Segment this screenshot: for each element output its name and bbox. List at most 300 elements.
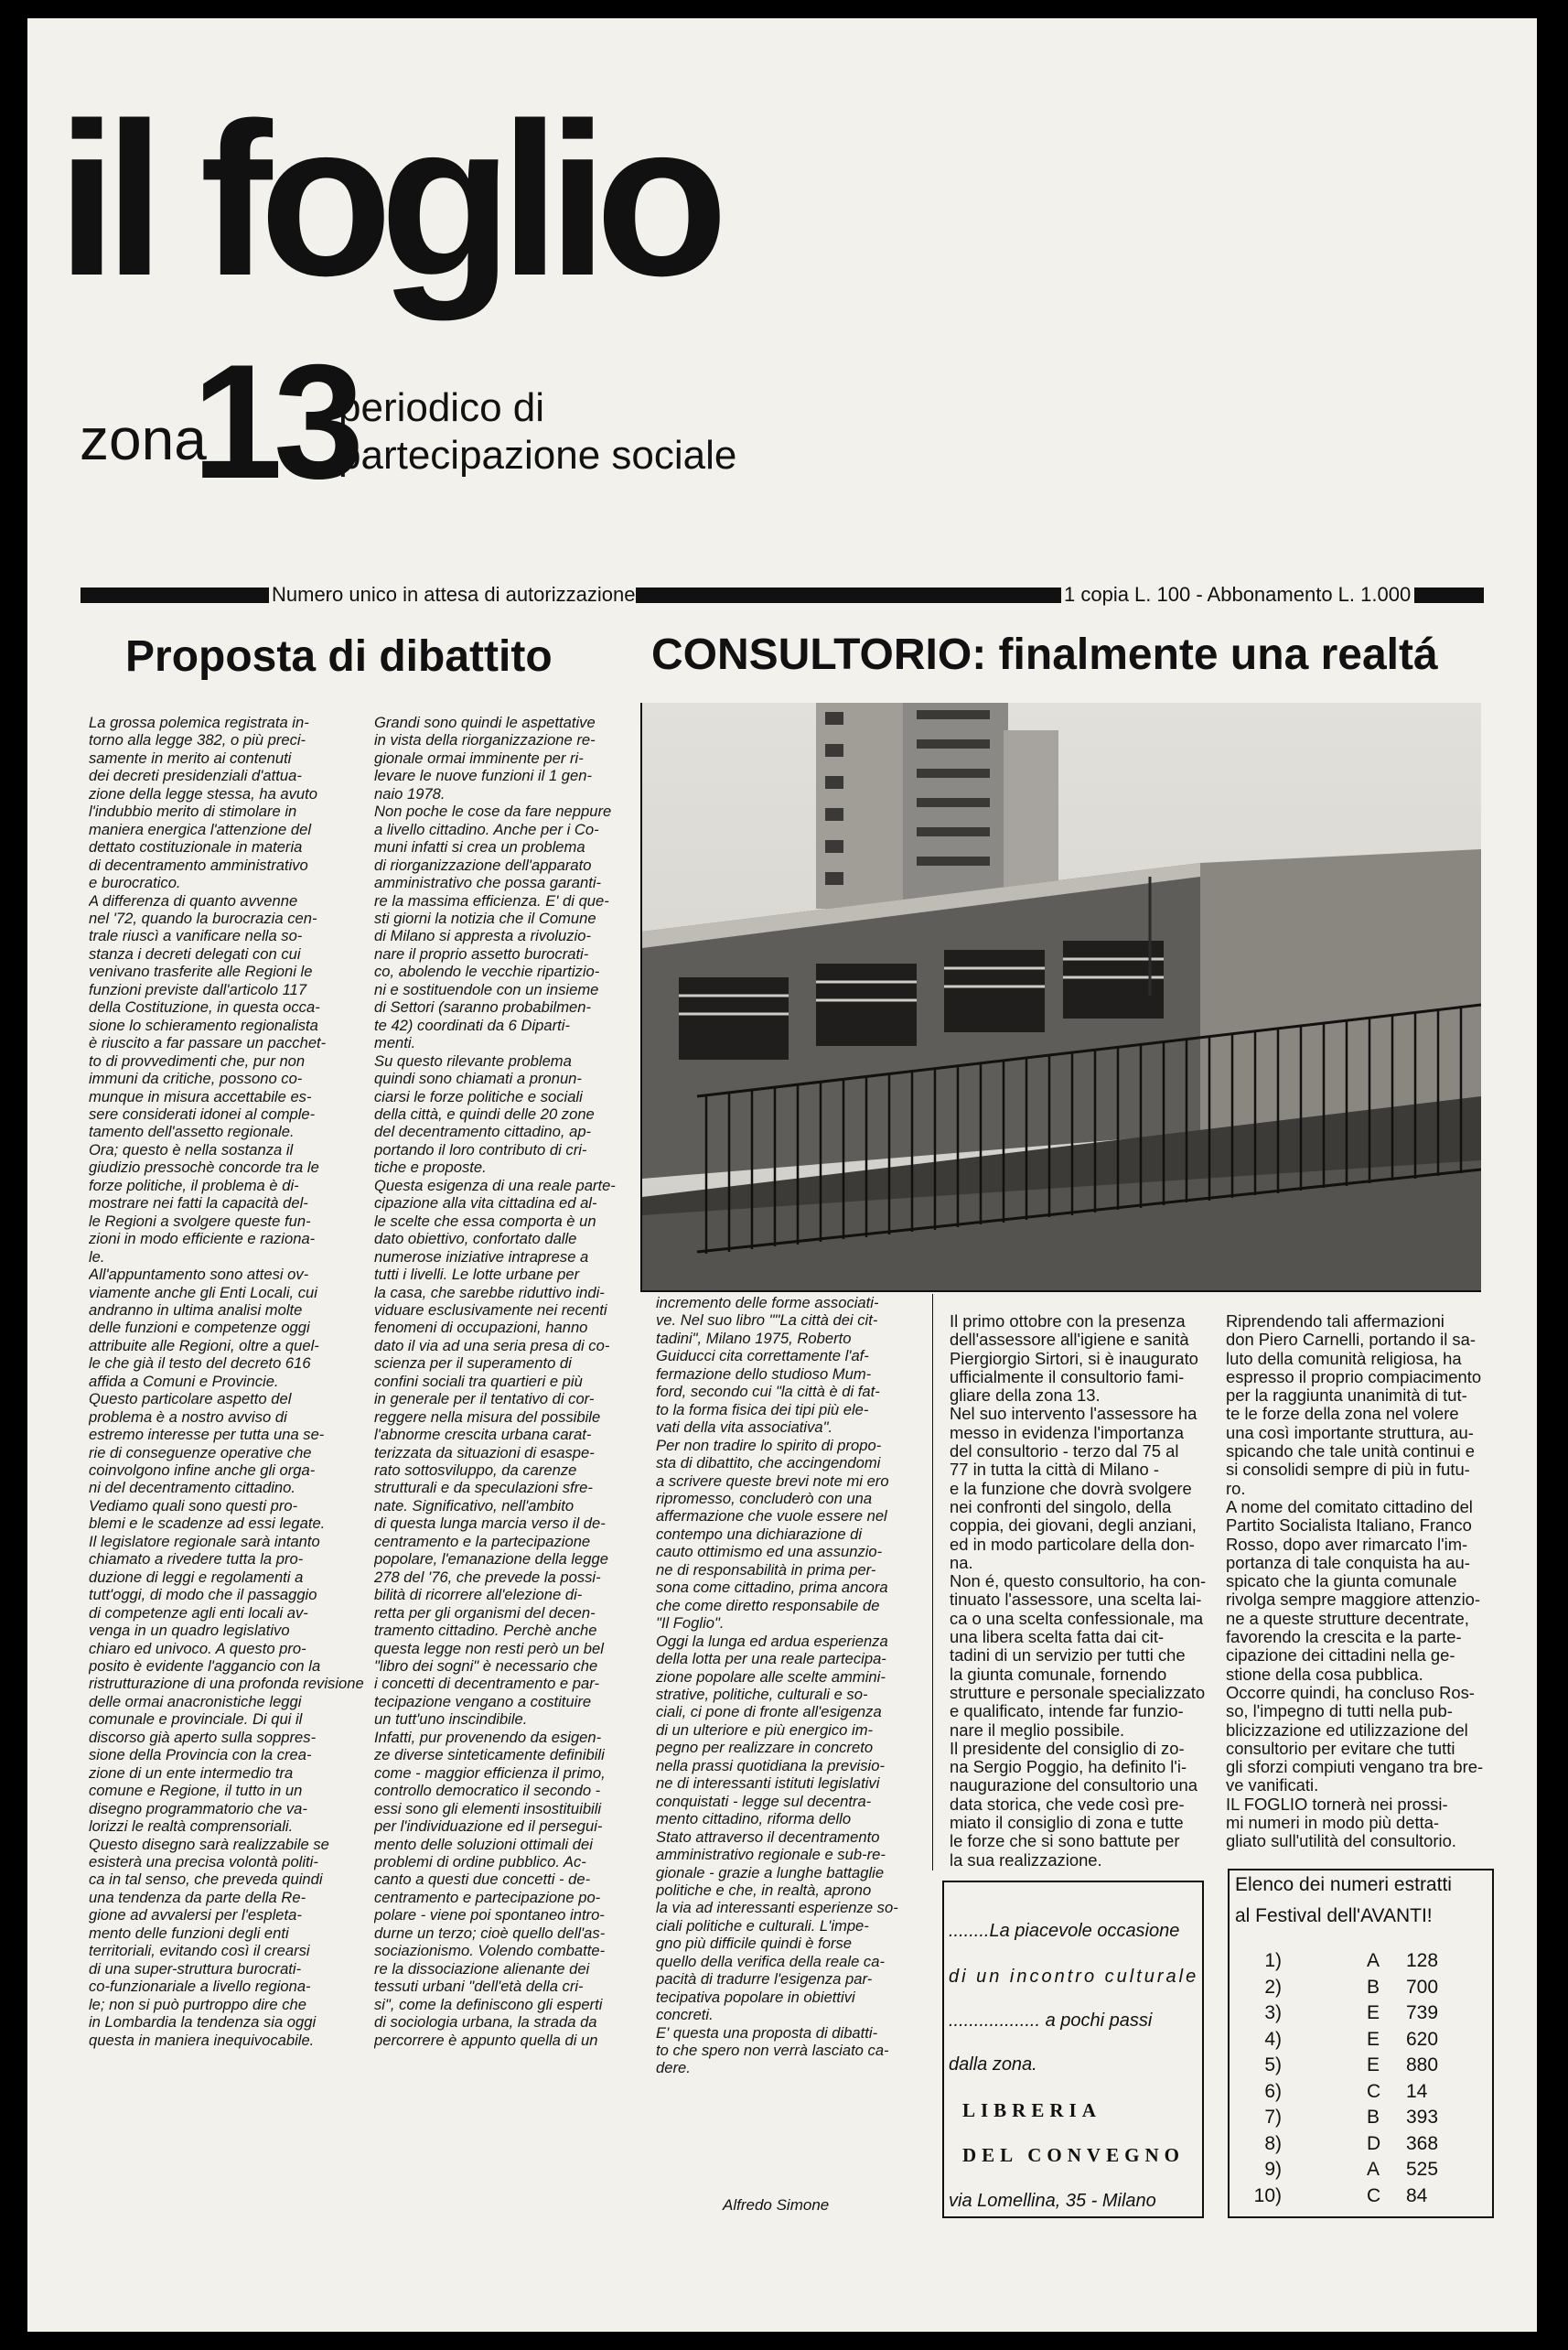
consultorio-column-2-line: una così importante struttura, au- [1226, 1422, 1474, 1442]
proposta-column-3-line: ne di interessanti istituti legislativi [656, 1774, 880, 1793]
proposta-column-1-line: venga in un quadro legislativo [89, 1622, 290, 1640]
masthead-subtitle-line1: periodico di [338, 385, 545, 430]
rule-text-right: 1 copia L. 100 - Abbonamento L. 1.000 [1064, 583, 1412, 606]
proposta-column-2-line: terizzata da situazioni di esaspe- [374, 1443, 595, 1461]
consultorio-column-1-line: Non é, questo consultorio, ha con- [950, 1571, 1207, 1591]
proposta-column-3 [656, 1294, 930, 2191]
consultorio-column-2-line: A nome del comitato cittadino del [1226, 1496, 1473, 1516]
consultorio-column-1-line: messo in evidenza l'importanza [950, 1422, 1184, 1442]
proposta-column-3-line: concreti. [656, 2006, 714, 2024]
consultorio-column-2-line: IL FOGLIO tornerà nei prossi- [1226, 1794, 1448, 1814]
lottery-title-line2: al Festival dell'AVANTI! [1235, 1905, 1433, 1926]
proposta-column-2 [374, 714, 649, 2215]
proposta-column-1-line: torno alla legge 382, o più preci- [89, 731, 306, 749]
proposta-column-1-line: tamento dell'assetto regionale. [89, 1123, 295, 1141]
consultorio-column-1-line: tinuato l'assessore, una scelta lai- [950, 1590, 1202, 1610]
lottery-row-number: 10) [1253, 2184, 1282, 2206]
proposta-column-1-line: le. [89, 1247, 105, 1266]
lottery-row [1230, 2002, 1492, 2027]
proposta-column-2-line: durne un terzo; cioè quello dell'as- [374, 1924, 606, 1942]
proposta-column-1-line: le; non si può purtroppo dire che [89, 1995, 307, 2013]
consultorio-column-2-line: spicando che tale unità continui e [1226, 1441, 1475, 1461]
consultorio-column-1-line: ufficialmente il consultorio fami- [950, 1366, 1185, 1386]
proposta-column-2-line: questa legge non resti però un bel [374, 1639, 604, 1657]
consultorio-column-2-line: te le forze della zona nel volere [1226, 1404, 1459, 1424]
proposta-column-1-line: co-funzionariale a livello regiona- [89, 1978, 311, 1996]
proposta-column-1-line: affida a Comuni e Provincie. [89, 1372, 279, 1390]
proposta-column-2-line: sti giorni la notizia che il Comune [374, 909, 596, 927]
proposta-column-1-line: delle ormai anacronistiche leggi [89, 1692, 302, 1710]
lottery-row-letter: C [1367, 2080, 1381, 2102]
proposta-column-2-line: re la massima efficienza. E' di que- [374, 891, 609, 910]
proposta-column-2-line: levare le nuove funzioni il 1 gen- [374, 767, 592, 785]
proposta-column-2-line: sociazionismo. Volendo combatte- [374, 1942, 606, 1960]
proposta-column-1-line: coinvolgono infine anche gli orga- [89, 1461, 316, 1480]
lottery-row-value: 880 [1406, 2054, 1439, 2075]
proposta-column-2-line: di sociologia urbana, la strada da [374, 2013, 597, 2032]
proposta-column-3-line: incremento delle forme associati- [656, 1294, 879, 1311]
consultorio-column-2-line: si consolidi sempre di più in futu- [1226, 1460, 1470, 1480]
proposta-column-1-line: rie di conseguenze operative che [89, 1443, 312, 1461]
libreria-address: via Lomellina, 35 - Milano [949, 2191, 1156, 2211]
proposta-column-3-line: conquistati - legge sul decentra- [656, 1792, 872, 1810]
lottery-row-value: 700 [1406, 1976, 1439, 1998]
proposta-column-2-line: essi sono gli elementi insostituibili [374, 1799, 602, 1817]
proposta-column-2-line: tecipazione vengano a costituire [374, 1692, 592, 1710]
lottery-title-line1: Elenco dei numeri estratti [1235, 1874, 1452, 1895]
lottery-row-value: 620 [1406, 2028, 1439, 2050]
proposta-column-2-line: nate. Significativo, nell'ambito [374, 1496, 575, 1515]
proposta-column-3-line: contempo una dichiarazione di [656, 1525, 863, 1543]
consultorio-column-rule [932, 1294, 933, 1870]
proposta-column-2-line: Grandi sono quindi le aspettative [374, 714, 596, 731]
headline-proposta: Proposta di dibattito [125, 632, 553, 681]
consultorio-column-2-line: per la raggiunta unanimità di tut- [1226, 1385, 1467, 1406]
proposta-column-3-line: pacità di tradurre l'esigenza par- [656, 1970, 873, 1989]
proposta-column-2-line: reggere nella misura del possibile [374, 1407, 601, 1426]
consultorio-column-2-line: don Piero Carnelli, portando il sa- [1226, 1330, 1476, 1350]
proposta-column-2-line: centramento e la partecipazione [374, 1532, 591, 1550]
proposta-column-1-line: Ora; questo è nella sostanza il [89, 1140, 294, 1159]
proposta-column-3-line: to la forma fisica dei tipi più ele- [656, 1400, 869, 1418]
proposta-column-3-line: ve. Nel suo libro ""La città dei cit- [656, 1311, 878, 1330]
proposta-column-3-line: strative, politiche, culturali e so- [656, 1685, 868, 1703]
proposta-column-2-line: a livello cittadino. Anche per i Co- [374, 820, 599, 838]
proposta-column-1-line: funzioni previste dall'articolo 117 [89, 980, 307, 998]
consultorio-column-2-line: blicizzazione ed utilizzazione del [1226, 1719, 1468, 1740]
proposta-column-2-line: i concetti di decentramento e par- [374, 1675, 599, 1693]
lottery-row [1230, 2159, 1492, 2183]
lottery-row-number: 5) [1264, 2054, 1282, 2075]
proposta-column-2-line: quindi sono chiamati a pronun- [374, 1070, 582, 1088]
proposta-column-3-line: Oggi la lunga ed ardua esperienza [656, 1632, 888, 1650]
lottery-row-number: 2) [1264, 1976, 1282, 1998]
proposta-column-1-line: viamente anche gli Enti Locali, cui [89, 1283, 317, 1301]
consultorio-column-2-line: ro. [1226, 1478, 1246, 1498]
proposta-column-1-line: venivano trasferite alle Regioni le [89, 963, 313, 981]
proposta-column-1-line: zioni in modo efficiente e raziona- [89, 1230, 316, 1248]
proposta-column-1-line: attribuite alle Regioni, oltre a quel- [89, 1336, 319, 1354]
proposta-column-2-line: ni e sostituendole con un insieme [374, 980, 599, 998]
proposta-column-2-line: te 42) coordinati da 6 Diparti- [374, 1016, 570, 1034]
proposta-column-3-line: pegno per realizzare in concreto [656, 1739, 874, 1757]
proposta-column-1-line: chiamato a rivedere tutta la pro- [89, 1550, 304, 1568]
proposta-column-1-line: giudizio pressochè concorde tra le [89, 1159, 319, 1177]
consultorio-column-1-line: e la funzione che dovrà svolgere [950, 1478, 1192, 1498]
proposta-column-1-line: l'indubbio merito di stimolare in [89, 803, 297, 821]
libreria-ad-line1: ........La piacevole occasione [949, 1921, 1180, 1941]
proposta-column-3-line: tecipativa popolare in obiettivi [656, 1988, 855, 2006]
rule-bar-left [81, 588, 269, 603]
building-image [642, 703, 1481, 1290]
consultorio-column-1-line: le forze che si sono battute per [950, 1831, 1180, 1851]
lottery-row-number: 4) [1264, 2028, 1282, 2050]
rule-bar-middle [636, 588, 1061, 603]
proposta-column-1-line: ca in tal senso, che preveda quindi [89, 1870, 323, 1889]
proposta-column-2-line: ciarsi le forze politiche e sociali [374, 1087, 583, 1105]
proposta-column-1-line: immuni da critiche, possono co- [89, 1070, 303, 1088]
proposta-column-3-line: gionale - grazie a lunghe battaglie [656, 1863, 885, 1881]
proposta-column-1-line: disegno programmatorio che va- [89, 1799, 307, 1817]
lottery-row-number: 7) [1264, 2107, 1282, 2128]
consultorio-column-1-line: nare il meglio possibile. [950, 1719, 1125, 1740]
proposta-column-2-line: del decentramento cittadino, ap- [374, 1123, 592, 1141]
consultorio-column-1-line: gliare della zona 13. [950, 1385, 1101, 1406]
proposta-column-3-line: dere. [656, 2059, 691, 2077]
proposta-column-1-line: di una super-struttura burocrati- [89, 1959, 302, 1978]
proposta-column-1-line: una tendenza da parte della Re- [89, 1888, 306, 1906]
proposta-column-3-line: ford, secondo cui "la città è di fat- [656, 1383, 880, 1401]
lottery-row [1230, 2133, 1492, 2158]
consultorio-column-2-line: ne a queste strutture decentrate, [1226, 1608, 1469, 1628]
proposta-column-2-line: amministrativo che possa garanti- [374, 874, 602, 892]
proposta-column-1-line: problema è a nostro avviso di [89, 1407, 287, 1426]
lottery-row-value: 368 [1406, 2132, 1439, 2154]
proposta-column-3-line: la via ad interessanti esperienze so- [656, 1899, 898, 1917]
consultorio-column-2-line: consultorio per evitare che tutti [1226, 1738, 1455, 1758]
lottery-row [1230, 2029, 1492, 2054]
proposta-column-1-line: sere considerati idonei al comple- [89, 1105, 316, 1123]
libreria-ad-line4: dalla zona. [949, 2054, 1037, 2075]
lottery-row [1230, 1950, 1492, 1975]
lottery-row-letter: E [1367, 2028, 1380, 2050]
proposta-column-1-line: dei decreti presidenziali d'attua- [89, 767, 302, 785]
proposta-column-3-line: tadini", Milano 1975, Roberto [656, 1329, 852, 1347]
proposta-column-1-line: mento delle funzioni degli enti [89, 1924, 289, 1942]
lottery-row [1230, 2081, 1492, 2106]
proposta-column-2-line: scienza per il superamento di [374, 1354, 572, 1373]
proposta-column-3-line: nella prassi quotidiana la previsio- [656, 1756, 885, 1774]
consultorio-column-2-line: cipazione dei cittadini nella ge- [1226, 1645, 1455, 1665]
proposta-column-2-line: le scelte che essa comporta è un [374, 1212, 596, 1230]
proposta-column-2-line: la casa, che sarebbe riduttivo indi- [374, 1283, 605, 1301]
proposta-column-1-line: di competenze agli enti locali av- [89, 1603, 308, 1622]
proposta-column-2-line: strutturali e da speculazioni sfre- [374, 1479, 593, 1497]
proposta-column-2-line: retta per gli organismi del decen- [374, 1603, 596, 1622]
proposta-column-2-line: co, abolendo le vecchie ripartizio- [374, 963, 600, 981]
lottery-row-letter: D [1367, 2132, 1381, 2154]
proposta-column-2-line: come - maggior efficienza il primo, [374, 1763, 606, 1782]
proposta-column-3-line: vati della vita associativa". [656, 1418, 833, 1437]
proposta-column-1-line: blemi e le scadenze ad essi legate. [89, 1515, 326, 1533]
proposta-column-3-line: gno più difficile quindi è forse [656, 1935, 853, 1953]
proposta-column-2-line: confini sociali tra quartieri e più [374, 1372, 583, 1390]
proposta-column-1-line: sione lo schieramento regionalista [89, 1016, 318, 1034]
consultorio-column-1-line: strutture e personale specializzato [950, 1682, 1206, 1702]
consultorio-column-2-line: Occorre quindi, ha concluso Ros- [1226, 1682, 1475, 1702]
libreria-ad-line2: di un incontro culturale [949, 1967, 1199, 1987]
proposta-column-3-line: mento cittadino, riforma dello [656, 1810, 852, 1828]
proposta-column-2-line: naio 1978. [374, 784, 446, 803]
proposta-column-1-line: All'appuntamento sono attesi ov- [89, 1266, 309, 1284]
proposta-column-3-line: Per non tradire lo spirito di propo- [656, 1436, 882, 1454]
proposta-column-2-line: della città, e quindi delle 20 zone [374, 1105, 595, 1123]
proposta-column-3-line: "Il Foglio". [656, 1614, 725, 1633]
proposta-column-2-line: viduare esclusivamente nei recenti [374, 1300, 607, 1319]
proposta-column-1-line: munque in misura accettabile es- [89, 1087, 312, 1105]
proposta-column-3-line: quello della verifica della reale ca- [656, 1952, 885, 1970]
proposta-column-1-line: dettato costituzionale in materia [89, 838, 303, 857]
proposta-column-2-line: tiche e proposte. [374, 1159, 487, 1177]
consultorio-column-2-line: luto della comunità religiosa, ha [1226, 1348, 1462, 1368]
proposta-column-2-line: muni infatti si crea un problema [374, 838, 585, 857]
consultorio-column-1-line: ca o una scelta confessionale, ma [950, 1608, 1204, 1628]
proposta-column-2-line: tutti i livelli. Le lotte urbane per [374, 1266, 580, 1284]
consultorio-column-1-line: na Sergio Poggio, ha definito l'i- [950, 1757, 1187, 1777]
consultorio-photo [640, 703, 1481, 1290]
proposta-column-1-line: Questo particolare aspetto del [89, 1390, 292, 1408]
proposta-column-2-line: cipazione alla vita cittadina ed al- [374, 1194, 597, 1213]
proposta-column-3-line: a scrivere queste brevi note mi ero [656, 1471, 889, 1490]
proposta-column-2-line: si", come la definiscono gli esperti [374, 1995, 603, 2013]
consultorio-column-1-line: naugurazione del consultorio una [950, 1775, 1197, 1795]
lottery-row [1230, 1977, 1492, 2001]
proposta-column-1-line: andranno in ultima analisi molte [89, 1300, 303, 1319]
lottery-row-number: 6) [1264, 2080, 1282, 2102]
consultorio-column-2-line: Riprendendo tali affermazioni [1226, 1312, 1444, 1331]
proposta-column-2-line: "libro dei sogni" è necessario che [374, 1657, 598, 1676]
proposta-column-3-line: sta di dibattito, che accingendomi [656, 1454, 881, 1472]
consultorio-column-2-line: espresso il proprio compiacimento [1226, 1366, 1482, 1386]
proposta-column-2-line: nare il proprio assetto burocrati- [374, 944, 589, 963]
proposta-column-3-line: ciali, ci pone di fronte all'esigenza [656, 1703, 882, 1721]
lottery-row-number: 9) [1264, 2159, 1282, 2180]
consultorio-column-2-line: rivolga sempre maggiore attenzio- [1226, 1590, 1481, 1610]
consultorio-column-1-line: data storica, che vede così pre- [950, 1794, 1185, 1814]
consultorio-column-2 [1226, 1312, 1500, 1861]
proposta-column-1-line: A differenza di quanto avvenne [89, 891, 298, 910]
consultorio-column-2-line: so, l'impegno di tutti nella pub- [1226, 1701, 1453, 1721]
consultorio-column-1-line: del consultorio - terzo dal 75 al [950, 1441, 1179, 1461]
proposta-column-1-line: è riuscito a far passare un pacchet- [89, 1034, 327, 1052]
proposta-column-1-line: mostrare nei fatti la capacità del- [89, 1194, 308, 1213]
proposta-column-2-line: per l'individuazione ed il persegui- [374, 1817, 603, 1836]
lottery-row [1230, 2107, 1492, 2131]
proposta-column-2-line: re la dissociazione alienante dei [374, 1959, 590, 1978]
lottery-row-value: 128 [1406, 1950, 1439, 1971]
proposta-column-1-line: della Costituzione, in questa occa- [89, 998, 320, 1017]
proposta-column-1-line: le che già il testo del decreto 616 [89, 1354, 311, 1373]
lottery-row-letter: E [1367, 2002, 1380, 2023]
proposta-column-2-line: Infatti, pur provenendo da esigen- [374, 1728, 602, 1746]
proposta-column-1-line: stanza i decreti delegati con cui [89, 944, 301, 963]
proposta-column-1-line: estremo interesse per tutta una se- [89, 1426, 325, 1444]
proposta-column-1-line: samente in merito ai contenuti [89, 749, 292, 767]
proposta-column-1-line: lorizzi le realtà comprensoriali. [89, 1817, 294, 1836]
consultorio-column-1-line: Piergiorgio Sirtori, si è inaugurato [950, 1348, 1198, 1368]
consultorio-column-2-line: Partito Socialista Italiano, Franco [1226, 1515, 1472, 1536]
proposta-column-3-line: politiche e che, in realtà, aprono [656, 1881, 872, 1899]
lottery-row-value: 84 [1406, 2184, 1428, 2206]
consultorio-column-1-line: Nel suo intervento l'assessore ha [950, 1404, 1197, 1424]
proposta-column-3-line: di un ulteriore e più energico im- [656, 1720, 874, 1739]
consultorio-column-1-line: la giunta comunale, fornendo [950, 1664, 1167, 1684]
proposta-column-1-line: discorso già aperto sulla soppres- [89, 1728, 317, 1746]
consultorio-column-1-line: nei confronti del singolo, della [950, 1496, 1172, 1516]
lottery-row-letter: A [1367, 1950, 1380, 1971]
proposta-column-2-line: tessuti urbani "dell'età della cri- [374, 1978, 584, 1996]
lottery-row-letter: E [1367, 2054, 1380, 2075]
consultorio-column-2-line: portanza di tale conquista ha au- [1226, 1552, 1470, 1572]
masthead-title: il foglio [57, 79, 716, 321]
proposta-column-1-line: maniera energica l'attenzione del [89, 820, 312, 838]
proposta-column-1 [89, 714, 391, 2215]
lottery-row-value: 739 [1406, 2002, 1439, 2023]
consultorio-column-1-line: e qualificato, intende far funzio- [950, 1701, 1184, 1721]
proposta-column-1-line: Questo disegno sarà realizzabile se [89, 1835, 329, 1853]
proposta-column-1-line: chiaro ed univoco. A questo pro- [89, 1639, 306, 1657]
proposta-column-1-line: zione di un ente intermedio tra [89, 1763, 294, 1782]
masthead-subtitle [338, 384, 736, 480]
consultorio-column-1-line: na. [950, 1552, 973, 1572]
proposta-column-3-line: della lotta per una reale partecipa- [656, 1650, 886, 1668]
consultorio-column-1-line: Il presidente del consiglio di zo- [950, 1738, 1185, 1758]
lottery-row-value: 14 [1406, 2080, 1428, 2102]
consultorio-column-1-line: miato il consiglio di zona e tutte [950, 1813, 1184, 1833]
proposta-column-1-line: nel '72, quando la burocrazia cen- [89, 909, 317, 927]
proposta-column-2-line: bilità di ricorrere all'elezione di- [374, 1586, 583, 1604]
proposta-column-2-line: mento delle soluzioni ottimali dei [374, 1835, 593, 1853]
masthead-number: 13 [192, 330, 355, 512]
consultorio-column-2-line: mi numeri in modo più detta- [1226, 1813, 1440, 1833]
consultorio-column-2-line: spicato che la giunta comunale [1226, 1571, 1457, 1591]
proposta-column-2-line: Questa esigenza di una reale parte- [374, 1176, 616, 1194]
lottery-row [1230, 2185, 1492, 2210]
consultorio-column-1-line: una libera scelta fatta dai cit- [950, 1627, 1165, 1647]
proposta-column-2-line: in vista della riorganizzazione re- [374, 731, 596, 749]
libreria-name-line1: LIBRERIA [962, 2099, 1101, 2121]
proposta-column-1-line: le Regioni a svolgere queste fun- [89, 1212, 311, 1230]
masthead-zona: zona [80, 406, 207, 472]
proposta-column-1-line: comunale e provinciale. Di qui il [89, 1710, 303, 1729]
lottery-row-letter: C [1367, 2184, 1381, 2206]
consultorio-column-2-line: gliato sull'utilità del consultorio. [1226, 1831, 1456, 1851]
proposta-column-2-line: popolare, l'emanazione della legge [374, 1550, 608, 1568]
consultorio-column-1-line: dell'assessore all'igiene e sanità [950, 1330, 1189, 1350]
consultorio-column-2-line: ve vanificati. [1226, 1775, 1319, 1795]
consultorio-column-1-line: 77 in tutta la città di Milano - [950, 1460, 1159, 1480]
consultorio-column-1-line: Il primo ottobre con la presenza [950, 1312, 1186, 1331]
proposta-column-2-line: controllo democratico il secondo - [374, 1782, 601, 1800]
proposta-column-2-line: 278 del '76, che prevede la possi- [374, 1568, 601, 1586]
proposta-column-1-line: La grossa polemica registrata in- [89, 714, 309, 731]
consultorio-column-2-line: Rosso, dopo aver rimarcato l'im- [1226, 1534, 1468, 1554]
proposta-column-1-line: ristrutturazione di una profonda revisione [89, 1675, 364, 1693]
proposta-column-2-line: numerose iniziative intraprese a [374, 1247, 589, 1266]
proposta-column-1-line: territoriali, evitando così il crearsi [89, 1942, 310, 1960]
proposta-column-2-line: polare - viene poi spontaneo intro- [374, 1906, 605, 1924]
consultorio-column-1-line: la sua realizzazione. [950, 1849, 1102, 1870]
consultorio-column-1-line: ed in modo particolare della don- [950, 1534, 1195, 1554]
libreria-ad-box [942, 1881, 1204, 2218]
lottery-row-letter: A [1367, 2159, 1380, 2180]
proposta-column-2-line: di Milano si appresta a rivoluzio- [374, 927, 592, 945]
proposta-column-3-line: affermazione che vuole essere nel [656, 1507, 887, 1525]
proposta-column-2-line: in generale per il tentativo di cor- [374, 1390, 595, 1408]
proposta-column-3-line: Stato attraverso il decentramento [656, 1827, 880, 1846]
lottery-row-value: 525 [1406, 2159, 1439, 2180]
lottery-row-letter: B [1367, 1976, 1380, 1998]
proposta-column-2-line: di riorganizzazione dell'apparato [374, 856, 592, 874]
libreria-name-line2: DEL CONVEGNO [962, 2144, 1185, 2166]
proposta-column-1-line: posito è evidente l'aggancio con la [89, 1657, 321, 1676]
proposta-column-2-line: dato obiettivo, confortato dalle [374, 1230, 577, 1248]
lottery-row-letter: B [1367, 2107, 1380, 2128]
proposta-column-2-line: l'abnorme crescita urbana carat- [374, 1426, 592, 1444]
masthead-subtitle-line2: partecipazione sociale [338, 433, 737, 478]
proposta-column-1-line: di decentramento amministrativo [89, 856, 308, 874]
rule-text-left: Numero unico in attesa di autorizzazione [272, 583, 636, 606]
proposta-column-1-line: esisterà una precisa volontà politi- [89, 1853, 318, 1870]
proposta-column-3-line: che come diretto responsabile de [656, 1596, 880, 1614]
proposta-column-2-line: un tutt'uno inscindibile. [374, 1710, 528, 1729]
proposta-column-2-line: centramento e partecipazione po- [374, 1888, 601, 1906]
lottery-numbers-box [1228, 1869, 1494, 2218]
proposta-column-2-line: di questa lunga marcia verso il de- [374, 1515, 606, 1533]
photo-bottom-rule [640, 1290, 1481, 1292]
proposta-column-1-line: tutt'oggi, di modo che il passaggio [89, 1586, 317, 1604]
consultorio-column-2-line: favorendo la crescita e la parte- [1226, 1627, 1462, 1647]
rule-bar-right [1414, 588, 1484, 603]
proposta-column-3-line: ripromesso, concluderò con una [656, 1489, 873, 1507]
proposta-column-1-line: comune e Regione, il tutto in un [89, 1782, 303, 1800]
headline-consultorio: CONSULTORIO: finalmente una realtá [651, 631, 1438, 679]
proposta-column-2-line: problemi di ordine pubblico. Ac- [374, 1853, 586, 1870]
proposta-column-3-line: amministrativo regionale e sub-re- [656, 1846, 886, 1864]
consultorio-column-1-line: coppia, dei giovani, degli anziani, [950, 1515, 1197, 1536]
proposta-column-2-line: percorrere è appunto quella di un [374, 2031, 598, 2049]
lottery-row-number: 8) [1264, 2132, 1282, 2154]
proposta-column-2-line: di Settori (saranno probabilmen- [374, 998, 592, 1017]
proposta-column-3-line: fermazione dello studioso Mum- [656, 1364, 872, 1383]
proposta-column-3-line: ciali politiche e culturali. L'impe- [656, 1916, 869, 1935]
lottery-row [1230, 2054, 1492, 2079]
proposta-column-1-line: questa in maniera inequivocabile. [89, 2031, 315, 2049]
consultorio-column-2-line: gli sforzi compiuti vengano tra bre- [1226, 1757, 1484, 1777]
proposta-column-3-line: sona come cittadino, prima ancora [656, 1579, 888, 1597]
proposta-column-1-line: gione ad avvalersi per l'espleta- [89, 1906, 302, 1924]
consultorio-column-1-line: tadini di un servizio per tutti che [950, 1645, 1186, 1665]
proposta-column-2-line: Non poche le cose da fare neppure [374, 803, 612, 821]
proposta-column-1-line: in Lombardia la tendenza sia oggi [89, 2013, 317, 2032]
proposta-column-2-line: ze diverse sinteticamente definibili [374, 1746, 605, 1764]
proposta-column-1-line: ni del decentramento cittadino. [89, 1479, 296, 1497]
proposta-column-2-line: gionale ormai imminente per ri- [374, 749, 584, 767]
proposta-column-2-line: Su questo rilevante problema [374, 1051, 572, 1070]
consultorio-column-2-line: stione della cosa pubblica. [1226, 1664, 1423, 1684]
proposta-column-3-line: Guiducci cita correttamente l'af- [656, 1347, 869, 1365]
proposta-column-3-line: cauto ottimismo ed una assunzio- [656, 1543, 883, 1561]
